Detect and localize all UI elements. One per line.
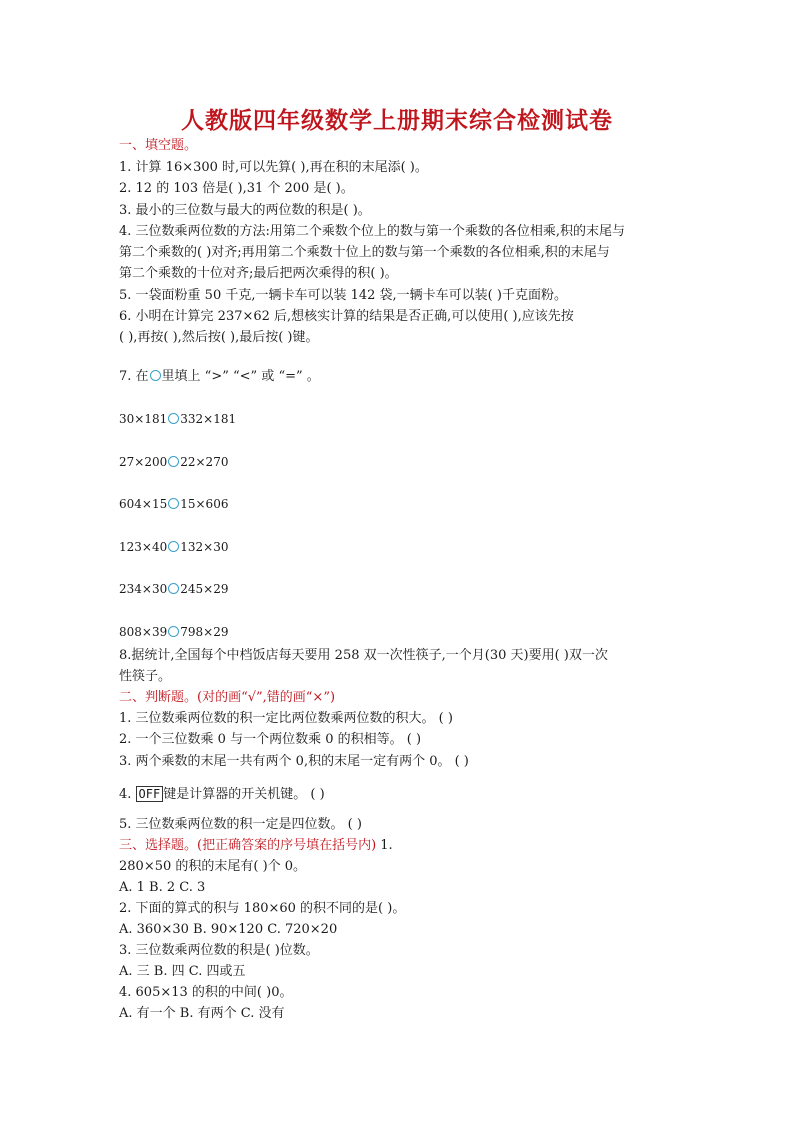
s1-question-4-line3: 第二个乘数的十位对齐;最后把两次乘得的积( )。 — [119, 266, 398, 281]
comparison-right: 245×29 — [180, 582, 229, 596]
s1-question-3: 3. 最小的三位数与最大的两位数的积是( )。 — [119, 203, 371, 218]
comparison-left: 604×15 — [119, 497, 168, 511]
s1-question-5: 5. 一袋面粉重 50 千克,一辆卡车可以装 142 袋,一辆卡车可以装( )千克面粉。 — [119, 288, 567, 303]
q7-prefix: 7. 在 — [119, 369, 149, 384]
s1-question-1: 1. 计算 16×300 时,可以先算( ),再在积的末尾添( )。 — [119, 160, 428, 175]
s3-question-1-number: 1. — [376, 838, 393, 853]
s1-question-4-line2: 第二个乘数的( )对齐;再用第二个乘数十位上的数与第一个乘数的各位相乘,积的末尾与 — [119, 245, 610, 260]
comparison-circle-icon[interactable] — [168, 626, 179, 637]
comparison-left: 808×39 — [119, 625, 168, 639]
s3-question-2: 2. 下面的算式的积与 180×60 的积不同的是( )。 — [119, 901, 406, 916]
comparison-circle-icon[interactable] — [168, 498, 179, 509]
section1-heading: 一、填空题。 — [119, 138, 198, 153]
s3-question-4-options: A. 有一个 B. 有两个 C. 没有 — [119, 1006, 285, 1021]
section3-heading: 三、选择题。(把正确答案的序号填在括号内) — [119, 838, 377, 853]
q7-instruction: 里填上 “>” “<” 或 “=” 。 — [161, 369, 320, 384]
comparison-circle-icon[interactable] — [168, 456, 179, 467]
s2-q4-number: 4. — [119, 787, 136, 802]
circle-blank-icon — [150, 370, 161, 381]
comparison-left: 123×40 — [119, 540, 168, 554]
comparison-right: 22×270 — [180, 455, 229, 469]
s1-question-2: 2. 12 的 103 倍是( ),31 个 200 是( )。 — [119, 181, 354, 196]
s1-question-7 — [119, 369, 320, 385]
comparison-circle-icon[interactable] — [168, 541, 179, 552]
s3-question-3-options: A. 三 B. 四 C. 四或五 — [119, 964, 246, 979]
s3-question-3: 3. 三位数乘两位数的积是( )位数。 — [119, 943, 319, 958]
section3-heading-line — [119, 838, 393, 854]
comparison-right: 132×30 — [180, 540, 229, 554]
s1-question-8-line1: 8.据统计,全国每个中档饭店每天要用 258 双一次性筷子,一个月(30 天)要用( )双一次 — [119, 648, 608, 663]
comparison-right: 15×606 — [180, 497, 229, 511]
s1-question-6-line1: 6. 小明在计算完 237×62 后,想核实计算的结果是否正确,可以使用( ),应该先按 — [119, 309, 574, 324]
s3-question-1: 280×50 的积的末尾有( )个 0。 — [119, 859, 307, 874]
comparison-circle-icon[interactable] — [168, 583, 179, 594]
comparison-row — [119, 497, 228, 511]
s2-question-2: 2. 一个三位数乘 0 与一个两位数乘 0 的积相等。 ( ) — [119, 732, 422, 747]
comparison-left: 234×30 — [119, 582, 168, 596]
s3-question-4: 4. 605×13 的积的中间( )0。 — [119, 985, 293, 1000]
comparison-right: 332×181 — [180, 412, 237, 426]
comparison-left: 30×181 — [119, 412, 168, 426]
off-key-icon: OFF — [136, 786, 164, 802]
s1-question-6-line2: ( ),再按( ),然后按( ),最后按( )键。 — [119, 330, 319, 345]
s1-question-4-line1: 4. 三位数乘两位数的方法:用第二个乘数个位上的数与第一个乘数的各位相乘,积的末尾与 — [119, 224, 626, 239]
section2-heading: 二、判断题。(对的画“√”,错的画“×”) — [119, 690, 336, 705]
s3-question-2-options: A. 360×30 B. 90×120 C. 720×20 — [119, 922, 338, 937]
comparison-row — [119, 540, 228, 554]
comparison-row — [119, 455, 228, 469]
comparison-row — [119, 412, 236, 426]
s2-q4-text: 键是计算器的开关机键。 ( ) — [163, 787, 325, 802]
comparison-row — [119, 582, 228, 596]
s3-question-1-options: A. 1 B. 2 C. 3 — [119, 880, 206, 895]
comparison-row — [119, 625, 228, 639]
comparison-circle-icon[interactable] — [168, 413, 179, 424]
comparison-left: 27×200 — [119, 455, 168, 469]
s2-question-1: 1. 三位数乘两位数的积一定比两位数乘两位数的积大。 ( ) — [119, 711, 453, 726]
s2-question-3: 3. 两个乘数的末尾一共有两个 0,积的末尾一定有两个 0。 ( ) — [119, 754, 469, 769]
s1-question-8-line2: 性筷子。 — [119, 669, 172, 684]
exam-title: 人教版四年级数学上册期末综合检测试卷 — [181, 107, 613, 134]
s2-question-5: 5. 三位数乘两位数的积一定是四位数。 ( ) — [119, 817, 362, 832]
s2-question-4 — [119, 786, 325, 803]
comparison-right: 798×29 — [180, 625, 229, 639]
